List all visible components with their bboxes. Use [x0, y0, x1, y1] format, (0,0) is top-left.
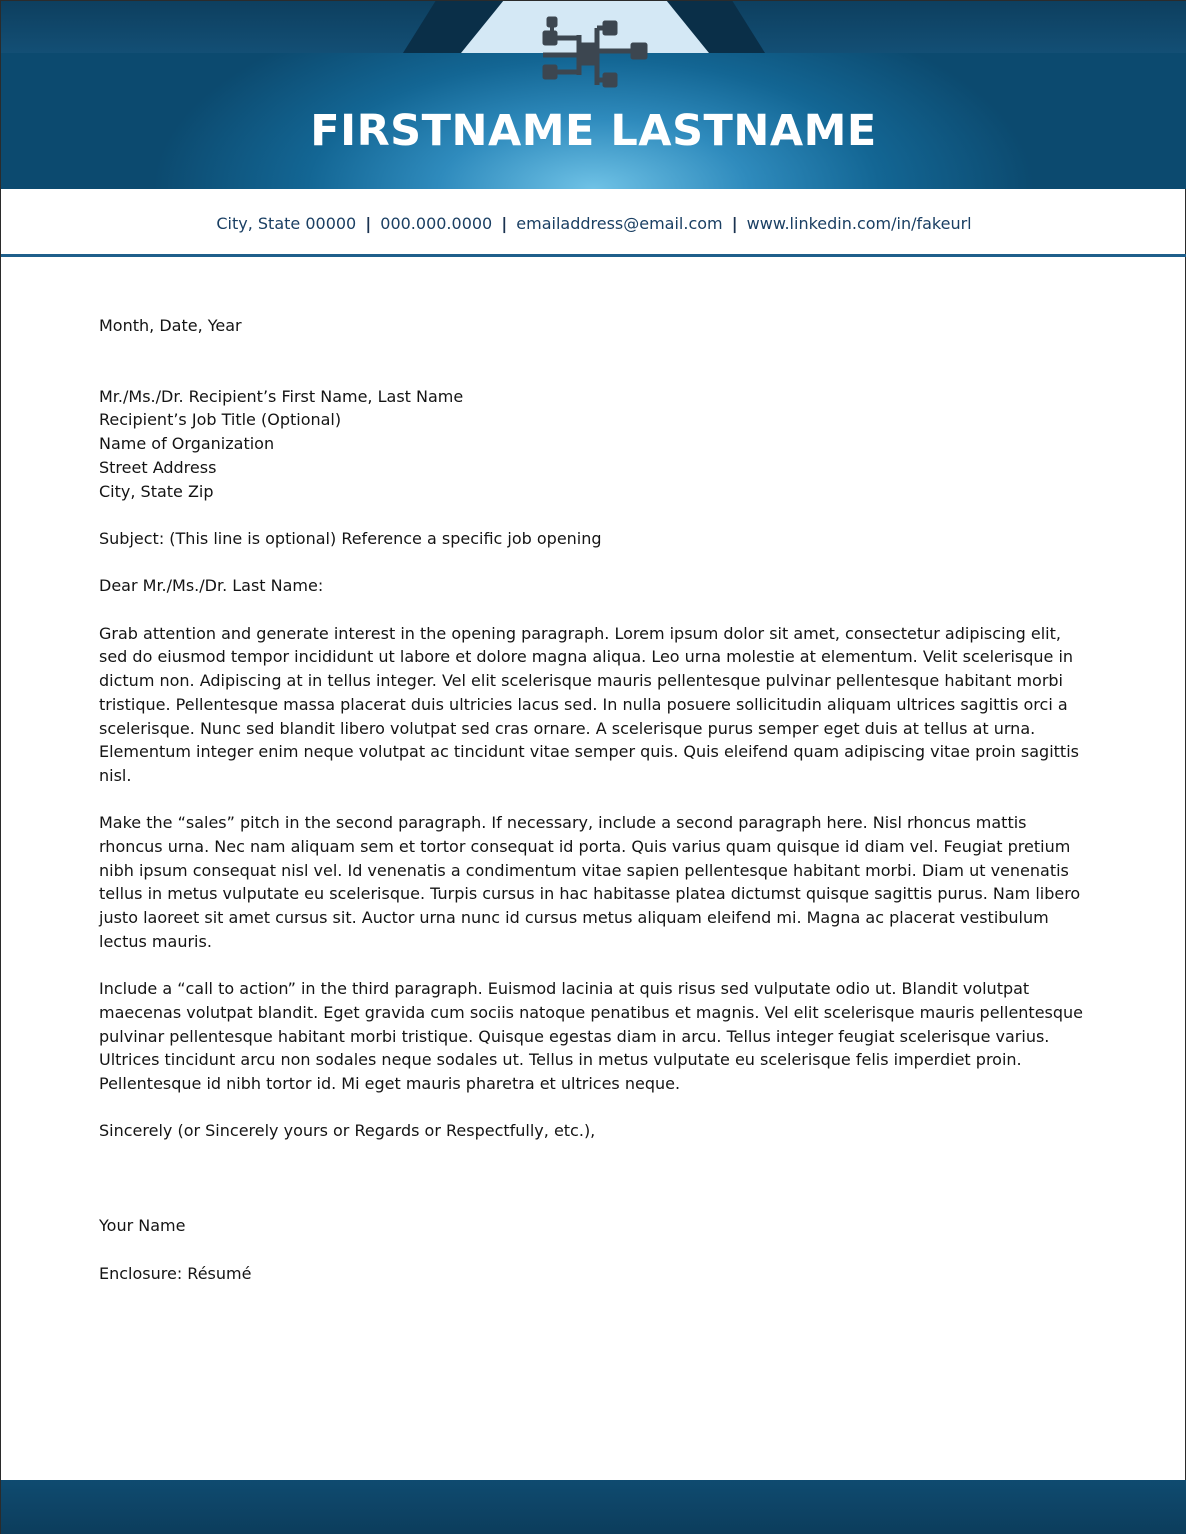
letter-subject: Subject: (This line is optional) Reference a specific job opening	[99, 528, 602, 548]
contact-divider	[1, 254, 1186, 257]
letter-date: Month, Date, Year	[99, 316, 242, 335]
contact-separator: |	[501, 214, 508, 233]
contact-phone: 000.000.0000	[380, 214, 493, 233]
recipient-organization: Name of Organization	[99, 434, 275, 454]
recipient-name: Mr./Ms./Dr. Recipient’s First Name, Last Name	[99, 386, 464, 406]
contact-separator: |	[731, 214, 738, 233]
contact-separator: |	[365, 214, 372, 233]
paragraph-opening: Grab attention and generate interest in the opening paragraph. Lorem ipsum dolor sit amet, consectetur adipiscing elit, sed do eiusmod tempor incididunt ut labore et dolore magna aliqua. Leo urna molestie at elementum. Velit scelerisque in dictum non. Adipiscing at in tellus integer. Vel elit scelerisque mauris pellentesque pulvinar pellentesque habitant morbi tristique. Pellentesque massa placerat duis ultricies lacus sed. In nulla posuere sollicitudin aliquam ultrices sagittis orci a scelerisque. Nunc sed blandit libero volutpat sed cras ornare. A scelerisque purus semper eget duis at tellus at urna. Elementum integer enim neque volutpat ac tincidunt vitae semper quis. Quis eleifend quam adipiscing vitae proin sagittis nisl.	[99, 623, 1079, 785]
network-tree-icon	[535, 15, 653, 95]
enclosure-line: Enclosure: Résumé	[99, 1263, 252, 1283]
applicant-name: FIRSTNAME LASTNAME	[310, 106, 877, 156]
recipient-title: Recipient’s Job Title (Optional)	[99, 410, 342, 430]
contact-location: City, State 00000	[216, 214, 357, 233]
contact-email-link[interactable]: emailaddress@email.com	[516, 214, 723, 233]
signature-name: Your Name	[99, 1216, 186, 1236]
letter-body	[99, 314, 1091, 1285]
header-band	[1, 1, 1186, 189]
recipient-street: Street Address	[99, 457, 217, 477]
contact-info	[0, 212, 1188, 236]
paragraph-call-to-action: Include a “call to action” in the third paragraph. Euismod lacinia at quis risus sed vulputate odio ut. Blandit volutpat maecenas volutpat blandit. Eget gravida cum sociis natoque penatibus et magnis. Vel elit scelerisque mauris pellentesque pulvinar pellentesque habitant morbi tristique. Quisque egestas diam in arcu. Tellus integer feugiat scelerisque varius. Ultrices tincidunt arcu non sodales neque sodales ut. Tellus in metus vulputate eu scelerisque felis imperdiet proin. Pellentesque id nibh tortor id. Mi eget mauris pharetra et ultrices neque.	[99, 979, 1084, 1094]
paragraph-sales-pitch: Make the “sales” pitch in the second paragraph. If necessary, include a second paragraph here. Nisl rhoncus mattis rhoncus urna. Nec nam aliquam sem et tortor consequat id porta. Quis varius quam quisque id diam vel. Feugiat pretium nibh ipsum consequat nisl vel. Id venenatis a condimentum vitae sapien pellentesque habitant morbi. Diam ut venenatis tellus in metus vulputate eu scelerisque. Turpis cursus in hac habitasse platea dictumst quisque sagittis purus. Nam libero justo laoreet sit amet cursus sit. Auctor urna nunc id cursus metus aliquam eleifend mi. Magna ac placerat vestibulum lectus mauris.	[99, 813, 1081, 951]
letter-closing: Sincerely (or Sincerely yours or Regards or Respectfully, etc.),	[99, 1121, 596, 1141]
contact-linkedin-link[interactable]: www.linkedin.com/in/fakeurl	[746, 214, 972, 233]
footer-band	[1, 1480, 1186, 1534]
recipient-city: City, State Zip	[99, 481, 214, 501]
letter-salutation: Dear Mr./Ms./Dr. Last Name:	[99, 576, 324, 596]
